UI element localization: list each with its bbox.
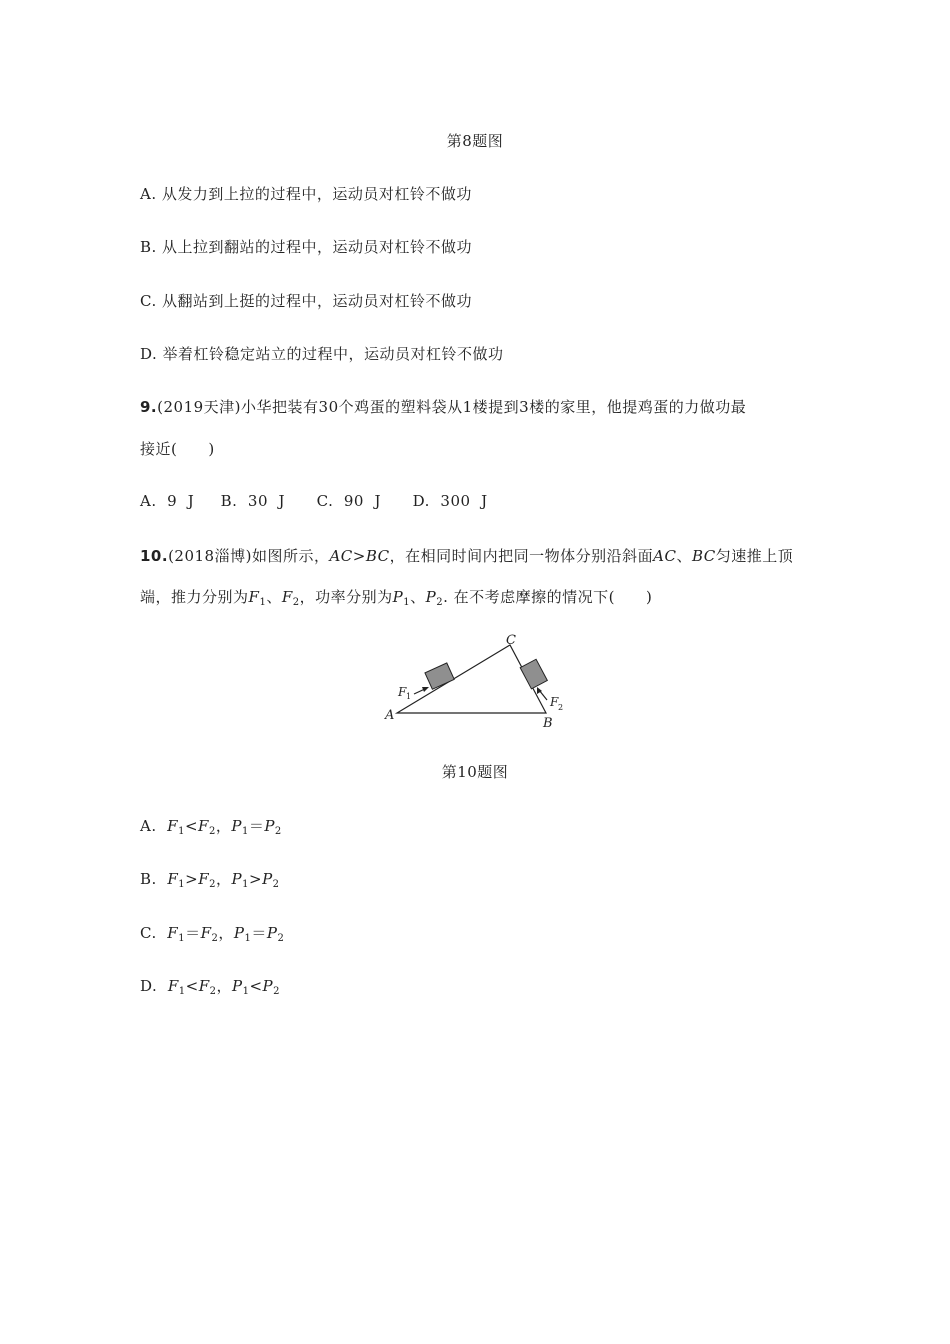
label-f1: F — [398, 685, 407, 699]
sym: 1 — [244, 933, 252, 944]
sym: P — [264, 817, 275, 835]
q10-text-seg: 、 — [676, 547, 692, 565]
sym: P — [233, 924, 245, 942]
relation: ＝ — [251, 924, 267, 942]
block-on-ac — [425, 663, 454, 689]
sym: F — [200, 924, 212, 942]
option-letter: B. — [140, 870, 157, 888]
sym: P — [266, 924, 278, 942]
sym: 2 — [272, 879, 280, 890]
label-f2: F — [550, 695, 559, 709]
incline-figure — [380, 630, 580, 735]
label-f2-sub: 2 — [558, 703, 564, 712]
sym: F — [167, 870, 179, 888]
question-10-number: 10. — [140, 547, 169, 565]
relation: > — [249, 870, 263, 888]
question-10-line-1 — [140, 545, 793, 566]
sym: 1 — [178, 986, 186, 997]
q10-text-seg: BC — [691, 547, 716, 565]
sym: 1 — [178, 826, 185, 837]
sym: 2 — [209, 986, 217, 997]
label-f1-sub: 1 — [406, 692, 412, 701]
sym: P — [262, 977, 274, 995]
q10-text-seg: P — [425, 588, 437, 606]
q10-text-seg: 2 — [436, 597, 444, 608]
q10-text-seg: > — [352, 547, 366, 565]
figure-10-caption: 第10题图 — [441, 763, 509, 781]
sym: F — [198, 977, 210, 995]
sym: 2 — [209, 879, 217, 890]
sym: P — [231, 870, 243, 888]
sym: 2 — [211, 933, 219, 944]
sep: ， — [216, 977, 232, 995]
relation: < — [185, 977, 199, 995]
sym: 1 — [242, 879, 249, 890]
sym: F — [167, 924, 179, 942]
option-letter: A. — [140, 817, 157, 835]
question-9-text: (2019天津)小华把装有30个鸡蛋的塑料袋从1楼提到3楼的家里，他提鸡蛋的力做功最 — [157, 398, 747, 416]
sep: ， — [216, 870, 232, 888]
label-a: A — [385, 708, 395, 723]
q8-option-d: D. 举着杠铃稳定站立的过程中，运动员对杠铃不做功 — [140, 345, 504, 363]
option-letter: D. — [140, 977, 158, 995]
sep: ， — [218, 924, 234, 942]
arrowhead-f1 — [422, 687, 429, 692]
q10-text-seg: AC — [653, 547, 677, 565]
question-9-line-2: 接近( ) — [140, 440, 215, 458]
q10-option-d — [140, 975, 280, 997]
sym: F — [167, 817, 179, 835]
sym: F — [198, 817, 209, 835]
q10-text-seg: 1 — [403, 597, 411, 608]
q10-text-seg: F — [281, 588, 293, 606]
label-b: B — [543, 716, 553, 731]
sym: 2 — [273, 986, 281, 997]
q10-option-b — [140, 868, 280, 890]
q10-text-seg: 1 — [259, 597, 267, 608]
triangle-abc — [397, 645, 546, 713]
sym: P — [231, 817, 242, 835]
q10-option-a — [140, 815, 282, 837]
q10-text-seg: (2018淄博)如图所示， — [168, 547, 330, 565]
sym: F — [198, 870, 210, 888]
sym: P — [262, 870, 273, 888]
label-c: C — [506, 633, 516, 648]
sym: 1 — [178, 933, 186, 944]
sym: 1 — [241, 826, 249, 837]
q10-text-seg: AC — [329, 547, 353, 565]
question-9-line-1 — [140, 396, 746, 417]
q10-option-c — [140, 922, 284, 944]
sym: 2 — [277, 933, 285, 944]
sym: 2 — [274, 826, 282, 837]
q8-option-a: A. 从发力到上拉的过程中，运动员对杠铃不做功 — [140, 185, 472, 203]
q10-text-seg: BC — [365, 547, 390, 565]
q10-text-seg: . 在不考虑摩擦的情况下( ) — [443, 588, 653, 606]
q10-text-seg: 匀速推上顶 — [715, 547, 794, 565]
q8-option-b: B. 从上拉到翻站的过程中，运动员对杠铃不做功 — [140, 238, 473, 256]
block-on-bc — [520, 659, 547, 689]
q10-text-seg: ，功率分别为 — [299, 588, 393, 606]
q10-text-seg: P — [392, 588, 404, 606]
sym: 1 — [242, 986, 250, 997]
q10-text-seg: 、 — [410, 588, 426, 606]
question-9-options: A. 9 J B. 30 J C. 90 J D. 300 J — [140, 492, 488, 510]
q10-text-seg: 、 — [266, 588, 282, 606]
sym: 1 — [178, 879, 186, 890]
q10-text-seg: ，在相同时间内把同一物体分别沿斜面 — [389, 547, 654, 565]
q8-option-c: C. 从翻站到上挺的过程中，运动员对杠铃不做功 — [140, 292, 472, 310]
relation: < — [249, 977, 263, 995]
relation: > — [185, 870, 199, 888]
relation: ＝ — [185, 924, 201, 942]
relation: < — [184, 817, 199, 835]
q10-text-seg: 端，推力分别为 — [140, 588, 249, 606]
sym: 2 — [208, 826, 216, 837]
sym: F — [167, 977, 179, 995]
question-9-number: 9. — [140, 398, 158, 416]
question-10-line-2 — [140, 586, 652, 608]
sep: ， — [215, 817, 232, 835]
sym: P — [232, 977, 243, 995]
q10-text-seg: 2 — [292, 597, 300, 608]
relation: ＝ — [248, 817, 265, 835]
figure-8-caption: 第8题图 — [446, 132, 504, 150]
q10-text-seg: F — [248, 588, 260, 606]
option-letter: C. — [140, 924, 157, 942]
